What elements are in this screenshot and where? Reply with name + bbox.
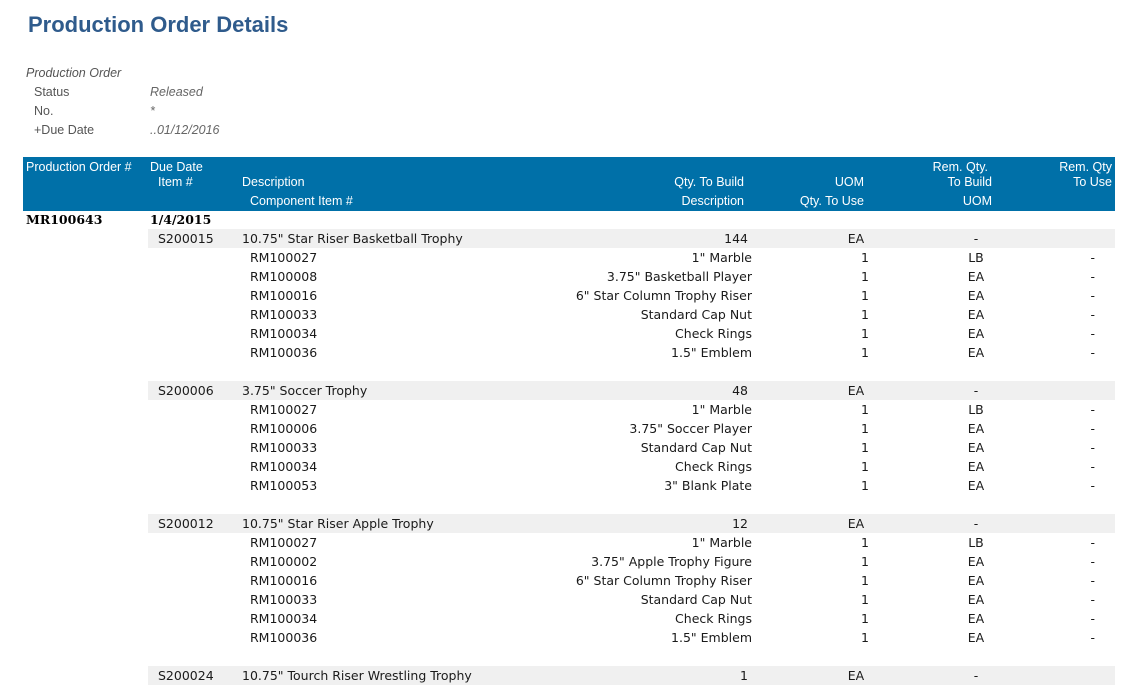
component-rem-qty-to-use: -	[1090, 573, 1095, 588]
component-qty-to-use: 1	[861, 630, 869, 645]
component-qty-to-use: 1	[861, 307, 869, 322]
item-qty-to-build: 48	[732, 383, 748, 398]
component-item-number: RM100016	[250, 288, 318, 303]
item-description: 10.75" Star Riser Apple Trophy	[242, 516, 434, 531]
page-title: Production Order Details	[28, 12, 289, 37]
filter-value: ..01/12/2016	[150, 123, 220, 137]
item-number: S200012	[158, 516, 214, 531]
item-uom: EA	[847, 668, 865, 683]
header-qty-to-use: Qty. To Use	[799, 194, 864, 208]
header-rem-to-build: To Build	[947, 175, 992, 189]
component-rem-qty-to-use: -	[1090, 326, 1095, 341]
component-row	[148, 400, 1115, 419]
filter-row-due-date	[26, 121, 286, 140]
component-description: Standard Cap Nut	[640, 307, 752, 322]
group-spacer	[23, 647, 1115, 666]
component-qty-to-use: 1	[861, 402, 869, 417]
component-uom: EA	[967, 345, 985, 360]
component-item-number: RM100027	[250, 402, 318, 417]
item-description: 10.75" Star Riser Basketball Trophy	[242, 231, 463, 246]
component-row	[148, 457, 1115, 476]
component-description: Standard Cap Nut	[640, 440, 752, 455]
component-row	[148, 590, 1115, 609]
item-uom: EA	[847, 516, 865, 531]
component-rem-qty-to-use: -	[1090, 554, 1095, 569]
filter-title: Production Order	[26, 66, 122, 80]
component-row	[148, 286, 1115, 305]
component-qty-to-use: 1	[861, 421, 869, 436]
component-row	[148, 552, 1115, 571]
item-number: S200006	[158, 383, 214, 398]
component-item-number: RM100008	[250, 269, 318, 284]
component-description: 6" Star Column Trophy Riser	[575, 288, 752, 303]
component-uom: EA	[967, 269, 985, 284]
item-qty-to-build: 12	[732, 516, 748, 531]
header-rem-to-use: To Use	[1073, 175, 1112, 189]
component-row	[148, 476, 1115, 495]
component-item-number: RM100033	[250, 592, 318, 607]
header-component-description: Description	[681, 194, 744, 208]
component-rem-qty-to-use: -	[1090, 288, 1095, 303]
component-row	[148, 267, 1115, 286]
header-due-date: Due Date	[150, 160, 203, 174]
component-uom: EA	[967, 326, 985, 341]
component-item-number: RM100036	[250, 345, 318, 360]
component-row	[148, 609, 1115, 628]
component-qty-to-use: 1	[861, 459, 869, 474]
component-item-number: RM100002	[250, 554, 318, 569]
items-container	[23, 229, 1115, 685]
component-uom: EA	[967, 630, 985, 645]
item-row	[148, 666, 1115, 685]
group-spacer	[23, 495, 1115, 514]
filter-row-status	[26, 83, 286, 102]
component-uom: LB	[968, 535, 984, 550]
component-qty-to-use: 1	[861, 592, 869, 607]
order-row	[23, 211, 1115, 229]
component-item-number: RM100034	[250, 326, 318, 341]
component-item-number: RM100053	[250, 478, 318, 493]
filter-value: *	[150, 104, 155, 118]
component-description: 1.5" Emblem	[671, 630, 752, 645]
component-row	[148, 571, 1115, 590]
component-qty-to-use: 1	[861, 573, 869, 588]
component-description: 3.75" Basketball Player	[606, 269, 752, 284]
component-description: 1" Marble	[691, 535, 752, 550]
component-description: 1" Marble	[691, 250, 752, 265]
item-row	[148, 381, 1115, 400]
header-component-item: Component Item #	[250, 194, 353, 208]
order-due-date: 1/4/2015	[150, 212, 212, 227]
item-rem-qty-to-build: -	[973, 668, 979, 683]
component-description: 3" Blank Plate	[664, 478, 752, 493]
filter-summary	[26, 64, 286, 140]
component-rem-qty-to-use: -	[1090, 269, 1095, 284]
component-item-number: RM100034	[250, 611, 318, 626]
component-row	[148, 533, 1115, 552]
component-description: Check Rings	[675, 611, 752, 626]
item-rem-qty-to-build: -	[973, 383, 979, 398]
component-rem-qty-to-use: -	[1090, 535, 1095, 550]
component-item-number: RM100034	[250, 459, 318, 474]
item-description: 10.75" Tourch Riser Wrestling Trophy	[242, 668, 472, 683]
item-rem-qty-to-build: -	[973, 516, 979, 531]
filter-row-no	[26, 102, 286, 121]
component-qty-to-use: 1	[861, 535, 869, 550]
header-rem-qty: Rem. Qty.	[932, 160, 988, 174]
order-table-body	[23, 211, 1115, 685]
item-number: S200015	[158, 231, 214, 246]
filter-label: +Due Date	[34, 123, 95, 137]
header-uom: UOM	[834, 175, 864, 189]
header-component-uom: UOM	[962, 194, 992, 208]
table-header	[23, 157, 1115, 211]
component-description: Check Rings	[675, 326, 752, 341]
header-description: Description	[242, 175, 305, 189]
component-uom: EA	[967, 288, 985, 303]
item-uom: EA	[847, 231, 865, 246]
component-item-number: RM100036	[250, 630, 318, 645]
component-description: 3.75" Soccer Player	[629, 421, 752, 436]
component-description: 3.75" Apple Trophy Figure	[591, 554, 752, 569]
component-qty-to-use: 1	[861, 288, 869, 303]
component-uom: EA	[967, 440, 985, 455]
component-uom: EA	[967, 478, 985, 493]
component-qty-to-use: 1	[861, 440, 869, 455]
component-qty-to-use: 1	[861, 478, 869, 493]
component-rem-qty-to-use: -	[1090, 478, 1095, 493]
component-item-number: RM100016	[250, 573, 318, 588]
component-description: Standard Cap Nut	[640, 592, 752, 607]
component-qty-to-use: 1	[861, 345, 869, 360]
component-uom: EA	[967, 459, 985, 474]
component-row	[148, 438, 1115, 457]
component-item-number: RM100027	[250, 250, 318, 265]
component-uom: EA	[967, 421, 985, 436]
filter-value: Released	[150, 85, 203, 99]
component-row	[148, 248, 1115, 267]
header-item-number: Item #	[158, 175, 193, 189]
component-qty-to-use: 1	[861, 326, 869, 341]
header-qty-to-build: Qty. To Build	[674, 175, 744, 189]
filter-label: No.	[34, 104, 54, 118]
component-item-number: RM100027	[250, 535, 318, 550]
component-uom: LB	[968, 402, 984, 417]
item-row	[148, 514, 1115, 533]
item-uom: EA	[847, 383, 865, 398]
component-description: 1" Marble	[691, 402, 752, 417]
item-number: S200024	[158, 668, 214, 683]
component-row	[148, 628, 1115, 647]
component-rem-qty-to-use: -	[1090, 307, 1095, 322]
component-description: 1.5" Emblem	[671, 345, 752, 360]
component-item-number: RM100033	[250, 307, 318, 322]
component-row	[148, 419, 1115, 438]
component-row	[148, 343, 1115, 362]
component-rem-qty-to-use: -	[1090, 421, 1095, 436]
group-spacer	[23, 362, 1115, 381]
component-uom: EA	[967, 592, 985, 607]
component-rem-qty-to-use: -	[1090, 250, 1095, 265]
component-rem-qty-to-use: -	[1090, 440, 1095, 455]
header-rem-qty-use: Rem. Qty	[1059, 160, 1112, 174]
component-uom: EA	[967, 573, 985, 588]
component-uom: EA	[967, 611, 985, 626]
component-rem-qty-to-use: -	[1090, 459, 1095, 474]
item-qty-to-build: 1	[740, 668, 748, 683]
component-uom: EA	[967, 307, 985, 322]
component-qty-to-use: 1	[861, 611, 869, 626]
component-row	[148, 305, 1115, 324]
component-rem-qty-to-use: -	[1090, 402, 1095, 417]
order-number: MR100643	[26, 212, 103, 227]
component-rem-qty-to-use: -	[1090, 611, 1095, 626]
component-row	[148, 324, 1115, 343]
component-qty-to-use: 1	[861, 554, 869, 569]
component-item-number: RM100033	[250, 440, 318, 455]
item-rem-qty-to-build: -	[973, 231, 979, 246]
component-uom: EA	[967, 554, 985, 569]
component-qty-to-use: 1	[861, 269, 869, 284]
header-production-order: Production Order #	[26, 160, 132, 174]
component-description: Check Rings	[675, 459, 752, 474]
item-row	[148, 229, 1115, 248]
item-description: 3.75" Soccer Trophy	[242, 383, 368, 398]
item-qty-to-build: 144	[724, 231, 748, 246]
component-description: 6" Star Column Trophy Riser	[575, 573, 752, 588]
component-qty-to-use: 1	[861, 250, 869, 265]
component-rem-qty-to-use: -	[1090, 345, 1095, 360]
filter-label: Status	[34, 85, 70, 99]
component-rem-qty-to-use: -	[1090, 630, 1095, 645]
component-item-number: RM100006	[250, 421, 318, 436]
component-uom: LB	[968, 250, 984, 265]
component-rem-qty-to-use: -	[1090, 592, 1095, 607]
